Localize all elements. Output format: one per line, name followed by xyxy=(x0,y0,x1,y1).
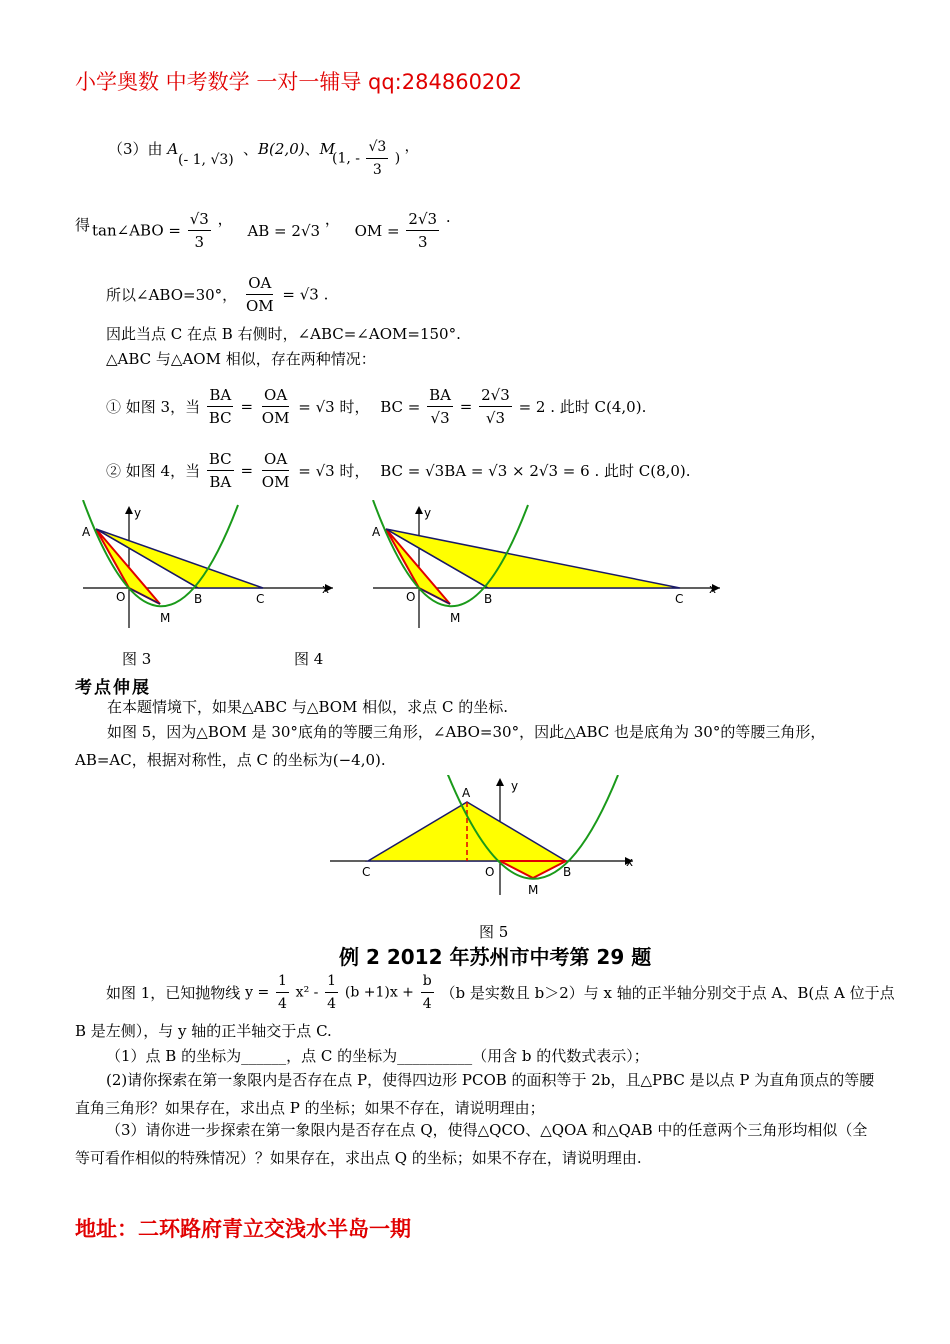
segment-ab xyxy=(96,529,198,588)
t3-num: b xyxy=(421,970,434,993)
suoyi-num: OA xyxy=(246,272,273,295)
ab-expr: AB = 2√3 xyxy=(247,221,321,240)
label-c: C xyxy=(256,592,265,606)
comma: ， xyxy=(217,210,233,228)
figure-3 xyxy=(78,500,338,635)
case1-f3-num: BA xyxy=(427,384,453,407)
case1-bc: BC = xyxy=(380,397,421,416)
triangle-bom xyxy=(500,861,566,878)
label-x: x xyxy=(322,582,330,596)
equals: = xyxy=(240,461,254,480)
case1-f3-den: √3 xyxy=(430,409,450,427)
extension-title: 考点伸展 xyxy=(75,678,151,698)
y-axis-arrow xyxy=(496,778,504,786)
om-num: 2√3 xyxy=(406,208,439,231)
label-c: C xyxy=(675,592,684,606)
point-b-label: B(2,0) xyxy=(258,140,305,158)
om-den: 3 xyxy=(417,233,428,251)
m-coord-pre: (1, - xyxy=(332,150,360,167)
point-b-text xyxy=(243,138,335,159)
tan-line xyxy=(92,208,451,253)
case2-f1-num: BC xyxy=(207,448,234,471)
case2-mid: = √3 时， xyxy=(298,462,370,480)
case1-f4-num: 2√3 xyxy=(479,384,512,407)
case1-f2-num: OA xyxy=(262,384,289,407)
extension-p1: 在本题情境下，如果△ABC 与△BOM 相似，求点 C 的坐标. xyxy=(107,698,508,716)
case2-line xyxy=(106,448,691,493)
question-3: （3）请你进一步探索在第一象限内是否存在点 Q，使得△QCO、△QOA 和△QAB 中的任意两个三角形均相似（全等可看作相似的特殊情况）？如果存在，求出点 Q 的坐标；如果不存在，请说明理由. xyxy=(75,1121,868,1167)
label-o: O xyxy=(485,865,495,879)
example-intro xyxy=(106,970,895,1015)
tan-expr: tan∠ABO = xyxy=(92,221,181,240)
y-eq: y = xyxy=(245,984,270,1001)
label-a: A xyxy=(462,786,471,800)
m-coord-num: √3 xyxy=(366,136,388,159)
part3-line xyxy=(108,138,178,159)
t3-den: 4 xyxy=(422,996,432,1012)
case2-pre: ② 如图 4，当 xyxy=(106,462,201,480)
comma: ， xyxy=(404,139,419,155)
case1-line xyxy=(106,384,646,429)
label-y: y xyxy=(424,506,432,520)
de-label: 得 xyxy=(75,216,91,234)
m-coord-post: ) xyxy=(394,150,401,167)
label-a: A xyxy=(372,525,381,539)
figure-4 xyxy=(368,500,728,635)
point-m-coord xyxy=(332,136,419,181)
figure-3-caption: 图 3 xyxy=(122,650,152,668)
y-axis-arrow xyxy=(415,506,423,514)
question-2: (2)请你探索在第一象限内是否存在点 P，使得四边形 PCOB 的面积等于 2b，且△PBC 是以点 P 为直角顶点的等腰直角三角形？如果存在，求出点 P 的坐标；如果不存在，请说明理由； xyxy=(75,1071,875,1117)
label-o: O xyxy=(406,590,416,604)
m-coord-den: 3 xyxy=(372,162,382,178)
suoyi-line xyxy=(106,272,328,317)
case1-result: = 2 . 此时 C(4,0). xyxy=(518,398,647,416)
case2-bc: BC = √3BA = √3 × 2√3 = 6 . 此时 C(8,0). xyxy=(380,462,691,480)
header-banner: 小学奥数 中考数学 一对一辅导 qq:284860202 xyxy=(75,70,523,94)
example-intro-line2: B 是左侧），与 y 轴的正半轴交于点 C. xyxy=(75,1022,332,1040)
case1-pre: ① 如图 3，当 xyxy=(106,398,201,416)
case1-f1-num: BA xyxy=(207,384,233,407)
intro-pre: 如图 1，已知抛物线 xyxy=(106,984,241,1002)
om-expr: OM = xyxy=(354,221,400,240)
y-axis-arrow xyxy=(125,506,133,514)
x2-term: x² - xyxy=(295,984,319,1001)
label-b: B xyxy=(194,592,203,606)
case2-f1-den: BA xyxy=(209,473,232,491)
footer-address: 地址：二环路府青立交浅水半岛一期 xyxy=(75,1217,411,1241)
xiangsi-line: △ABC 与△AOM 相似，存在两种情况： xyxy=(106,350,376,368)
separator: 、 xyxy=(304,140,320,158)
case1-f2-den: OM xyxy=(261,409,290,427)
point-m-label: M xyxy=(319,140,335,158)
label-b: B xyxy=(484,592,493,606)
label-m: M xyxy=(450,611,461,625)
case1-f4-den: √3 xyxy=(485,409,506,427)
t1-num: 1 xyxy=(276,970,289,993)
part3-label: （3）由 xyxy=(108,140,163,158)
label-x: x xyxy=(626,855,634,869)
tan-num: √3 xyxy=(188,208,211,231)
label-o: O xyxy=(116,590,126,604)
extension-p2: 如图 5，因为△BOM 是 30°底角的等腰三角形，∠ABO=30°，因此△ABC 也是底角为 30°的等腰三角形，AB=AC，根据对称性，点 C 的坐标为(−4,0). xyxy=(75,723,826,769)
figure-5 xyxy=(328,775,638,900)
figure-4-caption: 图 4 xyxy=(294,650,324,668)
equals: = xyxy=(459,397,473,416)
case2-f2-den: OM xyxy=(261,473,290,491)
label-m: M xyxy=(160,611,171,625)
t2-den: 4 xyxy=(327,996,337,1012)
case1-mid: = √3 时， xyxy=(298,398,370,416)
separator: 、 xyxy=(243,140,259,158)
point-a-label: A xyxy=(167,140,179,158)
case1-f1-den: BC xyxy=(208,409,232,427)
comma: ， xyxy=(324,210,340,228)
yinci-line: 因此当点 C 在点 B 右侧时，∠ABC=∠AOM=150°. xyxy=(106,325,461,343)
suoyi-post: = √3 . xyxy=(282,285,329,304)
figure-5-caption: 图 5 xyxy=(479,923,509,941)
label-a: A xyxy=(82,525,91,539)
label-y: y xyxy=(511,779,519,793)
label-b: B xyxy=(563,865,572,879)
t1-den: 4 xyxy=(277,996,287,1012)
mid-term: (b +1)x + xyxy=(344,984,414,1001)
label-m: M xyxy=(528,883,539,897)
question-1: （1）点 B 的坐标为______，点 C 的坐标为__________（用含 b 的代数式表示）； xyxy=(106,1047,649,1065)
suoyi-pre: 所以∠ABO=30°， xyxy=(106,286,238,304)
label-x: x xyxy=(709,582,717,596)
label-c: C xyxy=(362,865,371,879)
intro-post: （b 是实数且 b＞2）与 x 轴的正半轴分别交于点 A、B(点 A 位于点 xyxy=(440,984,895,1002)
label-y: y xyxy=(134,506,142,520)
case2-f2-num: OA xyxy=(262,448,289,471)
equals: = xyxy=(240,397,254,416)
tan-den: 3 xyxy=(194,233,205,251)
t2-num: 1 xyxy=(325,970,338,993)
period: . xyxy=(445,208,451,226)
point-a-coord: (- 1, √3) xyxy=(178,152,234,168)
example-title: 例 2 2012 年苏州市中考第 29 题 xyxy=(339,945,652,969)
suoyi-den: OM xyxy=(245,297,274,315)
